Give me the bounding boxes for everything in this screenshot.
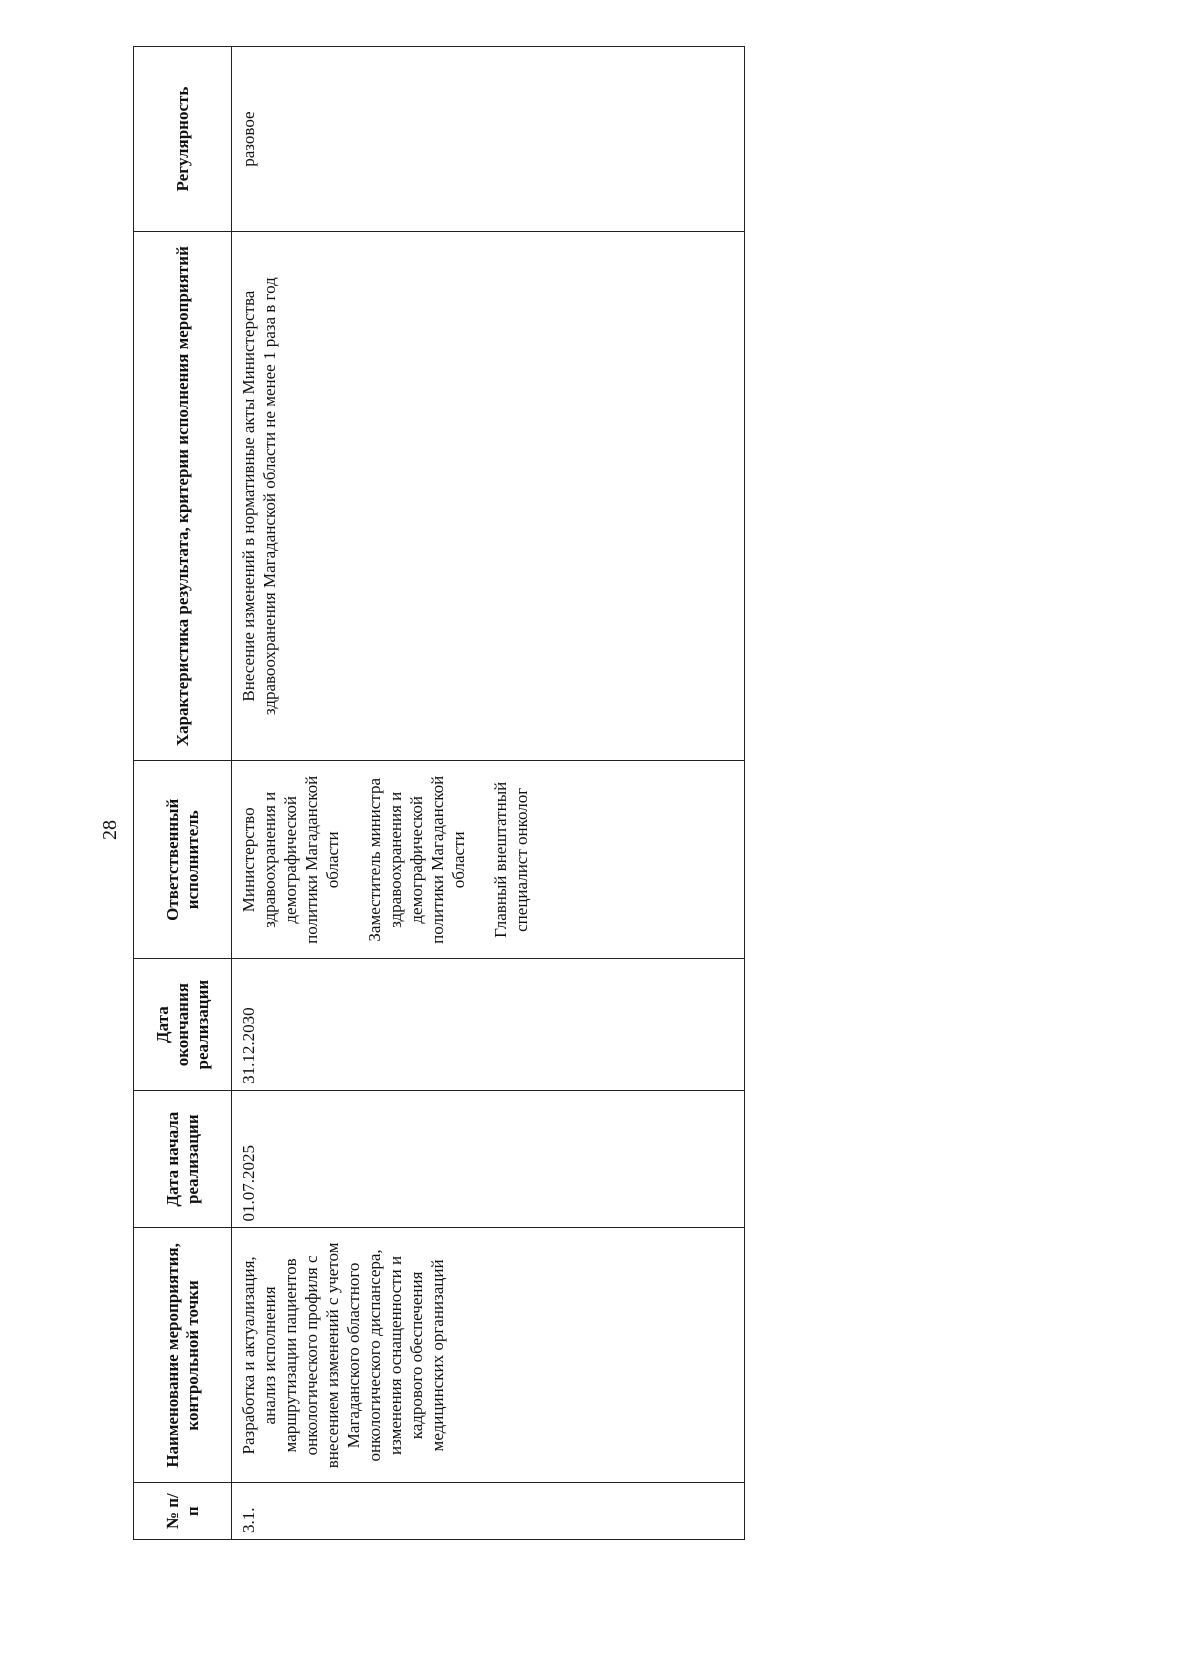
header-responsible: Ответственный исполнитель xyxy=(134,761,232,959)
header-end-date: Дата окончания реализации xyxy=(134,959,232,1090)
cell-responsible xyxy=(232,761,745,959)
cell-event-name: Разработка и актуализация, анализ исполнения маршрутизации пациентов онкологического профиля с внесением изменений с учетом Магаданского областного онкологического диспансера, изменения оснащенности и кадрового обеспечения медицинских организаций xyxy=(232,1228,745,1483)
events-table xyxy=(133,46,745,1540)
cell-end-date: 31.12.2030 xyxy=(232,959,745,1090)
cell-number: 3.1. xyxy=(232,1483,745,1540)
cell-start-date: 01.07.2025 xyxy=(232,1090,745,1228)
page-number: 28 xyxy=(99,820,121,840)
cell-regularity: разовое xyxy=(232,47,745,232)
rotated-table-container xyxy=(133,46,741,1540)
header-characteristic: Характеристика результата, критерии исполнения мероприятий xyxy=(134,232,232,761)
header-start-date: Дата начала реализации xyxy=(134,1090,232,1228)
cell-characteristic: Внесение изменений в нормативные акты Министерства здравоохранения Магаданской области не менее 1 раза в год xyxy=(232,232,745,761)
table-row xyxy=(232,47,745,1540)
responsible-deputy-minister: Заместитель министра здравоохранения и демографической политики Магаданской области xyxy=(365,775,468,944)
table-header-row xyxy=(134,47,232,1540)
responsible-chief-oncologist: Главный внештатный специалист онколог xyxy=(491,781,531,938)
header-number: № п/п xyxy=(134,1483,232,1540)
responsible-ministry: Министерство здравоохранения и демографической политики Магаданской области xyxy=(239,775,342,944)
header-regularity: Регулярность xyxy=(134,47,232,232)
landscape-table-wrapper xyxy=(133,46,741,1540)
header-event-name: Наименование мероприятия, контрольной точки xyxy=(134,1228,232,1483)
